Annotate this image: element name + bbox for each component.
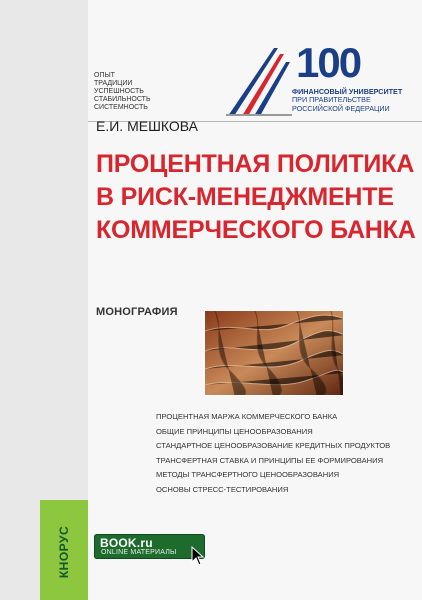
- values-item: СИСТЕМНОСТЬ: [94, 104, 148, 111]
- book-ru-button[interactable]: [94, 534, 205, 559]
- values-item: УСПЕШНОСТЬ: [94, 88, 144, 95]
- genre-label: МОНОГРАФИЯ: [96, 306, 178, 318]
- values-item: ОПЫТ: [94, 72, 115, 79]
- mouse-cursor-icon: [191, 546, 205, 566]
- values-item: ТРАДИЦИИ: [94, 80, 133, 87]
- topic-item: ОСНОВЫ СТРЕСС-ТЕСТИРОВАНИЯ: [156, 484, 289, 494]
- logo-emblem-icon: [226, 40, 296, 120]
- book-title: ПРОЦЕНТНАЯ ПОЛИТИКА В РИСК-МЕНЕДЖМЕНТЕ КОММЕРЧЕСКОГО БАНКА: [96, 150, 416, 244]
- book-ru-label: BOOK.ru: [100, 536, 153, 550]
- university-logo: [226, 40, 422, 120]
- topic-item: СТАНДАРТНОЕ ЦЕНООБРАЗОВАНИЕ КРЕДИТНЫХ ПРОДУКТОВ: [156, 441, 391, 451]
- values-list: [94, 72, 151, 112]
- logo-number: 100: [296, 39, 361, 86]
- fur-texture-image: [205, 311, 344, 396]
- cover-image: [204, 310, 344, 396]
- topic-item: ОБЩИЕ ПРИНЦИПЫ ЦЕНООБРАЗОВАНИЯ: [156, 426, 313, 436]
- book-ru-sublabel: ONLINE МАТЕРИАЛЫ: [101, 549, 177, 556]
- topic-item: ПРОЦЕНТНАЯ МАРЖА КОММЕРЧЕСКОГО БАНКА: [156, 412, 338, 421]
- values-item: СТАБИЛЬНОСТЬ: [94, 96, 151, 103]
- author-name: Е.И. МЕШКОВА: [96, 118, 198, 134]
- logo-text: ФИНАНСОВЫЙ УНИВЕРСИТЕТ ПРИ ПРАВИТЕЛЬСТВЕ РОССИЙСКОЙ ФЕДЕРАЦИИ: [292, 87, 403, 113]
- topic-item: МЕТОДЫ ТРАНСФЕРТНОГО ЦЕНООБРАЗОВАНИЯ: [156, 470, 340, 480]
- topic-item: ТРАНСФЕРТНАЯ СТАВКА И ПРИНЦИПЫ ЕЕ ФОРМИРОВАНИЯ: [156, 455, 384, 465]
- topics-list: [156, 410, 416, 498]
- publisher-name: КНОРУС: [57, 525, 71, 579]
